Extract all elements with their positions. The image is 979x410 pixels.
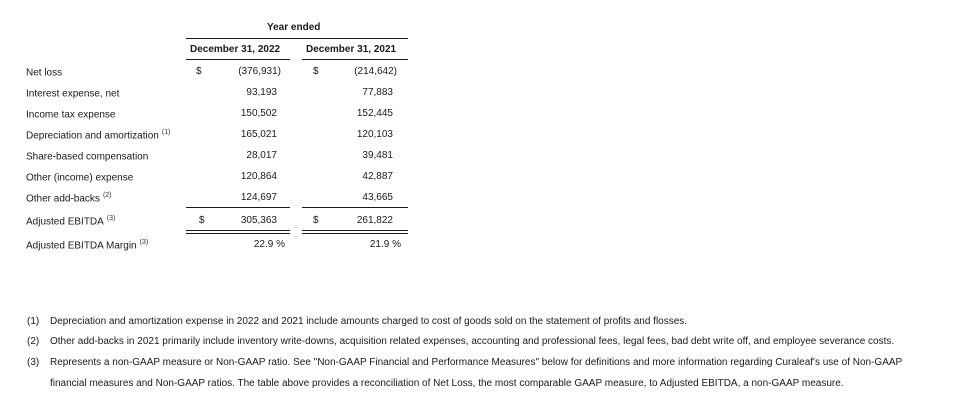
value-2022: 165,021 [240,129,277,140]
row-label: Interest expense, net [26,88,120,100]
column-header-2022: December 31, 2022 [190,44,281,55]
footnote-text: Represents a non-GAAP measure or Non-GAAP ratio. See "Non-GAAP Financial and Performance Measures" below for definitions and more information regarding Curaleaf's use of Non-GAAP [50,357,903,368]
row-label: Other add-backs $^{(2)}$ [26,192,112,205]
value-2022: 22.9 % [253,239,285,250]
value-2021: 120,103 [356,129,393,140]
value-2021: 42,887 [362,171,393,182]
column-header-2021: December 31, 2021 [306,44,397,55]
row-label: Adjusted EBITDA Margin $^{(3)}$ [26,239,149,252]
subtotal-rule-2022 [186,207,290,208]
footnote-number: (2) [27,336,40,347]
value-2021: 43,665 [362,192,393,203]
total-rule-2022 [186,230,290,234]
footnote-number: (1) [27,316,40,327]
row-label: Adjusted EBITDA $^{(3)}$ [26,215,116,228]
value-2021: 77,883 [362,87,393,98]
column-header-rule-2021 [302,59,408,60]
value-2022: 150,502 [240,108,277,119]
row-label: Net loss [26,67,63,79]
value-2022: (376,931) [238,66,281,77]
footnote-number: (3) [27,357,40,368]
value-2022: 28,017 [246,150,277,161]
currency-symbol: $ [313,215,319,226]
value-2022: 124,697 [240,192,277,203]
currency-symbol: $ [196,66,202,77]
currency-symbol: $ [199,215,205,226]
value-2021: 39,481 [362,150,393,161]
period-header: Year ended [267,22,321,33]
total-rule-2021 [302,230,408,234]
row-label: Income tax expense [26,109,116,121]
row-label: Other (income) expense [26,172,134,184]
footnote-text: Other add-backs in 2021 primarily include inventory write-downs, acquisition related expenses, accounting and professional fees, legal fees, bad debt write off, and employee severance costs. [50,336,895,347]
footnote-text-continued: financial measures and Non-GAAP ratios. The table above provides a reconciliation of Net Loss, the most comparable GAAP measure, to Adjusted EBITDA, a non-GAAP measure. [50,378,844,389]
value-2021: 261,822 [356,215,393,226]
value-2022: 305,363 [240,215,277,226]
value-2021: (214,642) [354,66,397,77]
value-2022: 120,864 [240,171,277,182]
period-header-rule [186,38,408,39]
row-label: Depreciation and amortization $^{(1)}$ [26,129,171,142]
value-2021: 152,445 [356,108,393,119]
column-header-rule-2022 [186,59,290,60]
value-2021: 21.9 % [369,239,401,250]
currency-symbol: $ [313,66,319,77]
subtotal-rule-2021 [302,207,408,208]
row-label: Share-based compensation [26,151,149,163]
footnote-text: Depreciation and amortization expense in 2022 and 2021 include amounts charged to cost of goods sold on the statement of profits and flosses. [50,316,688,327]
value-2022: 93,193 [246,87,277,98]
